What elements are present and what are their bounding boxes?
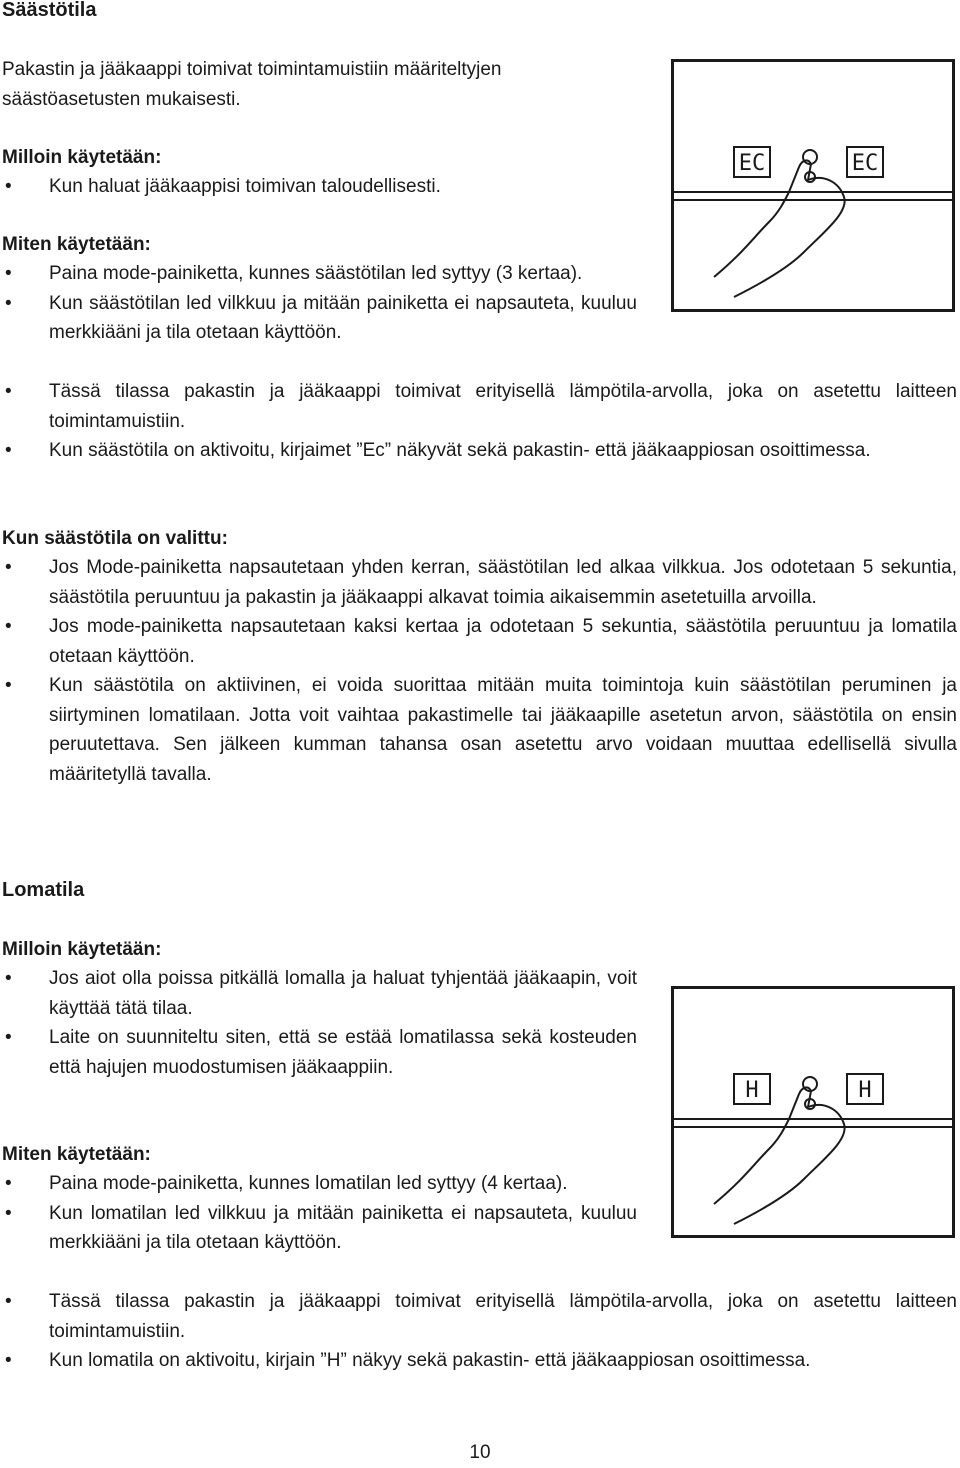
eco-selected-list <box>2 553 957 789</box>
eco-how-heading: Miten käytetään: <box>2 234 151 255</box>
list-item: • Kun haluat jääkaappisi toimivan taloudellisesti. <box>2 172 637 202</box>
list-item: • Paina mode-painiketta, kunnes säästötilan led syttyy (3 kertaa). <box>2 259 637 289</box>
holiday-how-heading: Miten käytetään: <box>2 1144 151 1165</box>
holiday-how-list-a <box>2 1169 637 1258</box>
list-item: • Kun lomatila on aktivoitu, kirjain ”H” näkyy sekä pakastin- että jääkaappiosan osoittimessa. <box>2 1346 957 1376</box>
eco-selected-heading: Kun säästötila on valittu: <box>2 528 228 549</box>
list-item: • Tässä tilassa pakastin ja jääkaappi toimivat erityisellä lämpötila-arvolla, joka on asetettu laitteen toimintamuistiin. <box>2 377 957 436</box>
list-item: • Kun säästötilan led vilkkuu ja mitään painiketta ei napsauteta, kuuluu merkkiääni ja tila otetaan käyttöön. <box>2 289 637 348</box>
hand-icon <box>714 160 845 297</box>
left-display-text: EC <box>738 151 766 176</box>
eco-title: Säästötila <box>2 0 97 21</box>
list-item: • Jos mode-painiketta napsautetaan kaksi kertaa ja odotetaan 5 sekuntia, säästötila peruuntuu ja lomatila otetaan käyttöön. <box>2 612 957 671</box>
list-item: • Laite on suunniteltu siten, että se estää lomatilassa sekä kosteuden että hajujen muodostumisen jääkaappiin. <box>2 1023 637 1082</box>
list-item: • Kun säästötila on aktivoitu, kirjaimet ”Ec” näkyvät sekä pakastin- että jääkaappiosan osoittimessa. <box>2 436 957 466</box>
holiday-display-illustration <box>671 986 955 1238</box>
left-display-text: H <box>745 1078 759 1103</box>
control-panel-drawing <box>674 62 952 309</box>
eco-when-list <box>2 172 637 202</box>
holiday-title: Lomatila <box>2 879 85 901</box>
eco-display-illustration <box>671 59 955 312</box>
holiday-when-list <box>2 964 637 1082</box>
eco-how-list-b <box>2 377 957 466</box>
holiday-how-list-b <box>2 1287 957 1376</box>
list-item: • Tässä tilassa pakastin ja jääkaappi toimivat erityisellä lämpötila-arvolla, joka on asetettu laitteen toimintamuistiin. <box>2 1287 957 1346</box>
eco-when-heading: Milloin käytetään: <box>2 147 162 168</box>
list-item: • Jos aiot olla poissa pitkällä lomalla ja haluat tyhjentää jääkaapin, voit käyttää tätä tilaa. <box>2 964 637 1023</box>
right-display-text: EC <box>851 151 879 176</box>
holiday-when-heading: Milloin käytetään: <box>2 939 162 960</box>
page-number: 10 <box>469 1442 491 1463</box>
list-item: • Jos Mode-painiketta napsautetaan yhden kerran, säästötilan led alkaa vilkkua. Jos odotetaan 5 sekuntia, säästötila peruuntuu ja pakastin ja jääkaappi alkavat toimia aikaisemmin asetetuilla arvoilla. <box>2 553 957 612</box>
list-item: • Paina mode-painiketta, kunnes lomatilan led syttyy (4 kertaa). <box>2 1169 637 1199</box>
eco-how-list-a <box>2 259 637 348</box>
right-display-text: H <box>858 1078 872 1103</box>
list-item: • Kun säästötila on aktiivinen, ei voida suorittaa mitään muita toimintoja kuin säästötilan peruminen ja siirtyminen lomatilaan. Jotta voit vaihtaa pakastimelle tai jääkaapille asetetun arvon, säästötila on ensin peruutettava. Sen jälkeen kumman tahansa osan asetettu arvo voidaan muuttaa edellisellä sivulla määritetyllä tavalla. <box>2 671 957 789</box>
eco-intro: Pakastin ja jääkaappi toimivat toimintamuistiin määriteltyjen säästöasetusten mukaisesti. <box>2 59 502 110</box>
control-panel-drawing <box>674 989 952 1235</box>
list-item: • Kun lomatilan led vilkkuu ja mitään painiketta ei napsauteta, kuuluu merkkiääni ja tila otetaan käyttöön. <box>2 1199 637 1258</box>
hand-icon <box>714 1087 845 1224</box>
